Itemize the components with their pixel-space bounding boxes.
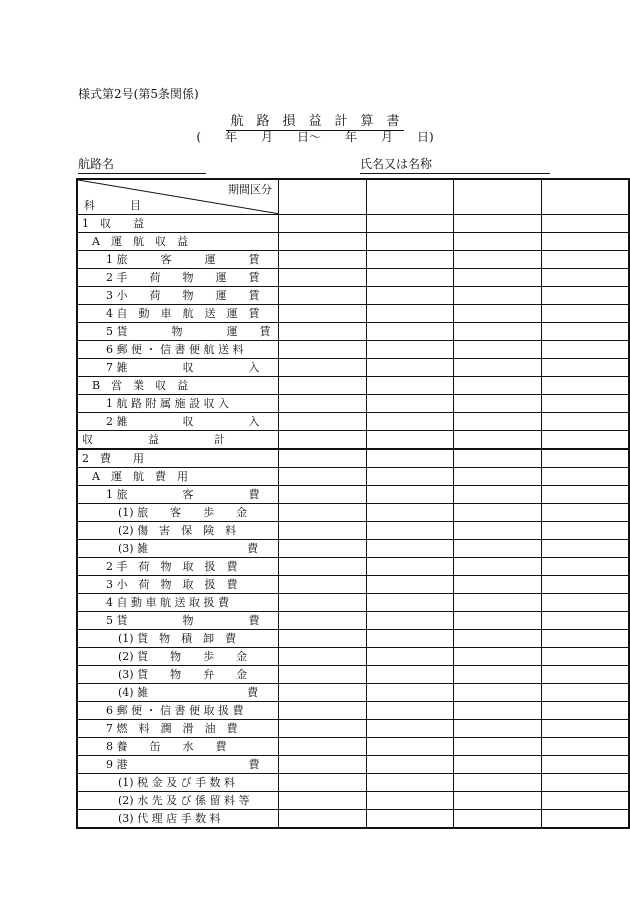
row-label-cell — [77, 233, 279, 251]
value-cell[interactable] — [279, 558, 367, 576]
row-label: 5 貨 物 運 賃 — [106, 325, 271, 338]
row-label: (3) 貨 物 弁 金 — [118, 668, 248, 681]
value-cell[interactable] — [279, 810, 367, 829]
value-cell[interactable] — [454, 251, 542, 269]
value-cell[interactable] — [366, 684, 454, 702]
value-cell[interactable] — [366, 413, 454, 431]
value-cell[interactable] — [366, 810, 454, 829]
table-row — [77, 215, 629, 233]
value-cell[interactable] — [541, 413, 629, 431]
row-label: B 営 業 収 益 — [92, 379, 189, 392]
row-label-cell — [77, 486, 279, 504]
row-label: 6 郵 便 ・ 信 書 便 航 送 料 — [106, 343, 244, 356]
table-row — [77, 738, 629, 756]
table-row — [77, 486, 629, 504]
table-row — [77, 522, 629, 540]
row-label: 7 雑 収 入 — [106, 361, 260, 374]
value-cell[interactable] — [541, 630, 629, 648]
value-cell[interactable] — [541, 558, 629, 576]
table-row — [77, 756, 629, 774]
value-cell[interactable] — [279, 630, 367, 648]
value-cell[interactable] — [454, 305, 542, 323]
value-cell[interactable] — [541, 504, 629, 522]
value-cell[interactable] — [366, 630, 454, 648]
value-cell[interactable] — [279, 774, 367, 792]
row-label-cell — [77, 413, 279, 431]
route-name-field: 航路名 — [78, 155, 206, 174]
value-cell[interactable] — [279, 251, 367, 269]
row-label: (2) 傷 害 保 険 料 — [118, 524, 237, 537]
value-cell[interactable] — [454, 233, 542, 251]
value-cell[interactable] — [454, 522, 542, 540]
value-cell[interactable] — [541, 431, 629, 450]
period-column-4[interactable] — [541, 179, 629, 215]
owner-name-field: 氏名又は名称 — [360, 155, 550, 174]
table-row — [77, 540, 629, 558]
value-cell[interactable] — [279, 233, 367, 251]
table-row — [77, 377, 629, 395]
row-label-cell — [77, 558, 279, 576]
row-label-cell — [77, 630, 279, 648]
value-cell[interactable] — [279, 594, 367, 612]
row-label-cell — [77, 359, 279, 377]
value-cell[interactable] — [541, 287, 629, 305]
table-row — [77, 359, 629, 377]
period-column-3[interactable] — [454, 179, 542, 215]
value-cell[interactable] — [541, 215, 629, 233]
value-cell[interactable] — [541, 395, 629, 413]
value-cell[interactable] — [366, 359, 454, 377]
value-cell[interactable] — [541, 540, 629, 558]
value-cell[interactable] — [366, 486, 454, 504]
row-label: 3 小 荷 物 取 扱 費 — [106, 578, 238, 591]
value-cell[interactable] — [541, 449, 629, 468]
value-cell[interactable] — [366, 305, 454, 323]
value-cell[interactable] — [454, 648, 542, 666]
period-column-1[interactable] — [279, 179, 367, 215]
row-label-cell — [77, 504, 279, 522]
value-cell[interactable] — [541, 810, 629, 829]
value-cell[interactable] — [366, 702, 454, 720]
row-label: A 運 航 費 用 — [92, 470, 188, 483]
value-cell[interactable] — [366, 431, 454, 450]
value-cell[interactable] — [279, 215, 367, 233]
value-cell[interactable] — [541, 612, 629, 630]
table-row — [77, 684, 629, 702]
value-cell[interactable] — [541, 251, 629, 269]
value-cell[interactable] — [279, 720, 367, 738]
value-cell[interactable] — [454, 558, 542, 576]
value-cell[interactable] — [279, 359, 367, 377]
table-row — [77, 431, 629, 450]
value-cell[interactable] — [541, 468, 629, 486]
row-label: 1 旅 客 費 — [106, 488, 260, 501]
table-row — [77, 630, 629, 648]
row-label-cell — [77, 612, 279, 630]
row-label-cell — [77, 810, 279, 829]
table-row — [77, 720, 629, 738]
row-label: 3 小 荷 物 運 賃 — [106, 289, 260, 302]
table-row — [77, 413, 629, 431]
row-label: 4 自 動 車 航 送 取 扱 費 — [106, 596, 229, 609]
value-cell[interactable] — [366, 395, 454, 413]
table-row — [77, 612, 629, 630]
value-cell[interactable] — [366, 468, 454, 486]
form-number-label: 様式第2号(第5条関係) — [78, 87, 199, 101]
value-cell[interactable] — [454, 738, 542, 756]
row-label: 1 旅 客 運 賃 — [106, 253, 260, 266]
row-label: 1 航 路 附 属 施 設 収 入 — [106, 397, 229, 410]
row-label-cell — [77, 251, 279, 269]
table-row — [77, 774, 629, 792]
value-cell[interactable] — [279, 648, 367, 666]
value-cell[interactable] — [279, 287, 367, 305]
value-cell[interactable] — [454, 684, 542, 702]
table-row — [77, 648, 629, 666]
value-cell[interactable] — [454, 792, 542, 810]
value-cell[interactable] — [279, 522, 367, 540]
table-row — [77, 305, 629, 323]
row-label-cell — [77, 702, 279, 720]
value-cell[interactable] — [454, 774, 542, 792]
table-row — [77, 558, 629, 576]
value-cell[interactable] — [279, 468, 367, 486]
value-cell[interactable] — [541, 377, 629, 395]
value-cell[interactable] — [454, 630, 542, 648]
row-label: 2 手 荷 物 取 扱 費 — [106, 560, 238, 573]
value-cell[interactable] — [541, 774, 629, 792]
value-cell[interactable] — [454, 468, 542, 486]
value-cell[interactable] — [454, 269, 542, 287]
row-label-cell — [77, 449, 279, 468]
value-cell[interactable] — [279, 395, 367, 413]
period-range: ( 年 月 日〜 年 月 日) — [196, 130, 434, 144]
row-label-cell — [77, 720, 279, 738]
row-label: 4 自 動 車 航 送 運 賃 — [106, 307, 260, 320]
value-cell[interactable] — [454, 449, 542, 468]
value-cell[interactable] — [366, 558, 454, 576]
document-title-text: 航 路 損 益 計 算 書 — [226, 114, 403, 131]
value-cell[interactable] — [454, 341, 542, 359]
value-cell[interactable] — [454, 413, 542, 431]
row-label: (3) 代 理 店 手 数 料 — [118, 812, 221, 825]
table-row — [77, 233, 629, 251]
value-cell[interactable] — [279, 702, 367, 720]
row-label: 5 貨 物 費 — [106, 614, 260, 627]
value-cell[interactable] — [541, 792, 629, 810]
value-cell[interactable] — [366, 341, 454, 359]
value-cell[interactable] — [279, 486, 367, 504]
value-cell[interactable] — [366, 774, 454, 792]
row-label: 2 手 荷 物 運 賃 — [106, 271, 260, 284]
value-cell[interactable] — [454, 666, 542, 684]
value-cell[interactable] — [541, 702, 629, 720]
value-cell[interactable] — [366, 269, 454, 287]
table-row — [77, 576, 629, 594]
row-label: 1 収 益 — [82, 217, 144, 230]
diagonal-header-cell — [77, 179, 279, 215]
period-division-label: 期間区分 — [228, 183, 273, 196]
value-cell[interactable] — [541, 756, 629, 774]
value-cell[interactable] — [279, 684, 367, 702]
row-label: 8 養 缶 水 費 — [106, 740, 227, 753]
row-label-cell — [77, 684, 279, 702]
value-cell[interactable] — [279, 377, 367, 395]
row-label-cell — [77, 431, 279, 450]
row-label-cell — [77, 594, 279, 612]
value-cell[interactable] — [454, 810, 542, 829]
value-cell[interactable] — [366, 738, 454, 756]
value-cell[interactable] — [279, 449, 367, 468]
row-label: 2 費 用 — [82, 452, 144, 465]
value-cell[interactable] — [279, 666, 367, 684]
table-row — [77, 395, 629, 413]
row-label: 収 益 計 — [82, 433, 225, 446]
value-cell[interactable] — [366, 594, 454, 612]
document-title — [0, 110, 630, 129]
value-cell[interactable] — [279, 323, 367, 341]
value-cell[interactable] — [366, 612, 454, 630]
value-cell[interactable] — [541, 305, 629, 323]
value-cell[interactable] — [541, 341, 629, 359]
value-cell[interactable] — [454, 576, 542, 594]
value-cell[interactable] — [279, 504, 367, 522]
row-label-cell — [77, 576, 279, 594]
row-label-cell — [77, 522, 279, 540]
table-row — [77, 269, 629, 287]
row-label-cell — [77, 215, 279, 233]
value-cell[interactable] — [454, 377, 542, 395]
subject-label: 科 目 — [84, 199, 153, 212]
table-body — [77, 179, 629, 828]
value-cell[interactable] — [366, 215, 454, 233]
value-cell[interactable] — [366, 720, 454, 738]
value-cell[interactable] — [366, 504, 454, 522]
profit-loss-table — [76, 178, 630, 829]
value-cell[interactable] — [279, 738, 367, 756]
value-cell[interactable] — [454, 540, 542, 558]
value-cell[interactable] — [279, 269, 367, 287]
row-label-cell — [77, 774, 279, 792]
value-cell[interactable] — [454, 323, 542, 341]
value-cell[interactable] — [454, 594, 542, 612]
value-cell[interactable] — [366, 576, 454, 594]
value-cell[interactable] — [454, 720, 542, 738]
table-row — [77, 341, 629, 359]
row-label: A 運 航 収 益 — [92, 235, 188, 248]
row-label: (4) 雑 費 — [118, 686, 259, 699]
value-cell[interactable] — [541, 738, 629, 756]
row-label-cell — [77, 738, 279, 756]
row-label: (2) 水 先 及 び 係 留 料 等 — [118, 794, 250, 807]
row-label: 9 港 費 — [106, 758, 260, 771]
row-label-cell — [77, 323, 279, 341]
value-cell[interactable] — [366, 449, 454, 468]
value-cell[interactable] — [541, 666, 629, 684]
table-row — [77, 702, 629, 720]
table-row — [77, 594, 629, 612]
value-cell[interactable] — [366, 233, 454, 251]
row-label: (2) 貨 物 歩 金 — [118, 650, 248, 663]
row-label-cell — [77, 269, 279, 287]
value-cell[interactable] — [541, 522, 629, 540]
value-cell[interactable] — [454, 359, 542, 377]
value-cell[interactable] — [279, 792, 367, 810]
value-cell[interactable] — [541, 233, 629, 251]
table-row — [77, 323, 629, 341]
row-label-cell — [77, 666, 279, 684]
table-row — [77, 287, 629, 305]
row-label: 6 郵 便 ・ 信 書 便 取 扱 費 — [106, 704, 244, 717]
value-cell[interactable] — [366, 792, 454, 810]
value-cell[interactable] — [454, 612, 542, 630]
value-cell[interactable] — [279, 756, 367, 774]
value-cell[interactable] — [279, 413, 367, 431]
value-cell[interactable] — [279, 612, 367, 630]
table-row — [77, 251, 629, 269]
value-cell[interactable] — [454, 702, 542, 720]
table-row — [77, 792, 629, 810]
value-cell[interactable] — [279, 305, 367, 323]
value-cell[interactable] — [366, 323, 454, 341]
value-cell[interactable] — [366, 377, 454, 395]
row-label-cell — [77, 756, 279, 774]
row-label: (1) 貨 物 積 卸 費 — [118, 632, 237, 645]
row-label-cell — [77, 648, 279, 666]
value-cell[interactable] — [454, 395, 542, 413]
period-column-2[interactable] — [366, 179, 454, 215]
value-cell[interactable] — [541, 648, 629, 666]
value-cell[interactable] — [366, 666, 454, 684]
table-row — [77, 810, 629, 829]
row-label-cell — [77, 287, 279, 305]
table-row — [77, 449, 629, 468]
value-cell[interactable] — [454, 431, 542, 450]
value-cell[interactable] — [454, 486, 542, 504]
value-cell[interactable] — [541, 486, 629, 504]
value-cell[interactable] — [541, 684, 629, 702]
table-header-row — [77, 179, 629, 215]
row-label-cell — [77, 792, 279, 810]
value-cell[interactable] — [279, 576, 367, 594]
value-cell[interactable] — [454, 756, 542, 774]
value-cell[interactable] — [541, 359, 629, 377]
value-cell[interactable] — [541, 720, 629, 738]
row-label: (3) 雑 費 — [118, 542, 259, 555]
row-label: (1) 税 金 及 び 手 数 料 — [118, 776, 236, 789]
row-label-cell — [77, 377, 279, 395]
value-cell[interactable] — [366, 756, 454, 774]
value-cell[interactable] — [279, 431, 367, 450]
value-cell[interactable] — [366, 251, 454, 269]
row-label: (1) 旅 客 歩 金 — [118, 506, 248, 519]
value-cell[interactable] — [541, 594, 629, 612]
value-cell[interactable] — [541, 576, 629, 594]
value-cell[interactable] — [541, 323, 629, 341]
table-row — [77, 666, 629, 684]
value-cell[interactable] — [454, 287, 542, 305]
value-cell[interactable] — [366, 522, 454, 540]
value-cell[interactable] — [366, 648, 454, 666]
value-cell[interactable] — [541, 269, 629, 287]
row-label-cell — [77, 468, 279, 486]
row-label-cell — [77, 395, 279, 413]
row-label-cell — [77, 540, 279, 558]
value-cell[interactable] — [279, 540, 367, 558]
value-cell[interactable] — [454, 504, 542, 522]
row-label: 2 雑 収 入 — [106, 415, 260, 428]
value-cell[interactable] — [454, 215, 542, 233]
row-label-cell — [77, 341, 279, 359]
row-label: 7 燃 料 潤 滑 油 費 — [106, 722, 238, 735]
value-cell[interactable] — [366, 540, 454, 558]
table-row — [77, 504, 629, 522]
value-cell[interactable] — [279, 341, 367, 359]
row-label-cell — [77, 305, 279, 323]
table-row — [77, 468, 629, 486]
value-cell[interactable] — [366, 287, 454, 305]
